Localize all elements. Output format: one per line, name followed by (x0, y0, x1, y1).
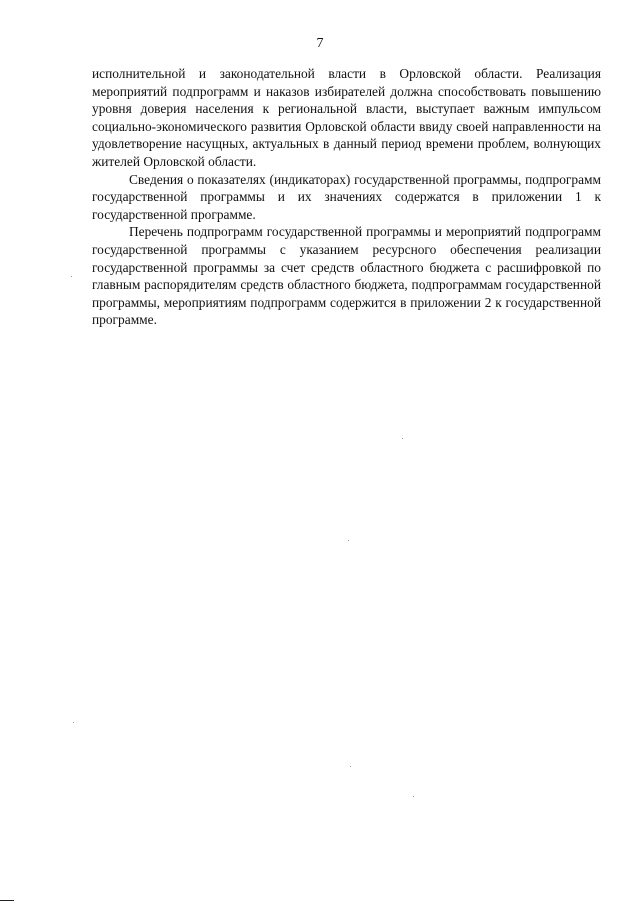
scan-speck (71, 276, 72, 277)
scan-speck (73, 722, 74, 723)
page-number: 7 (316, 36, 324, 51)
scan-speck (402, 438, 403, 439)
paragraph-3: Перечень подпрограмм государственной программы и мероприятий подпрограмм государственной программы с указанием ресурсного обеспечения реализации государственной программы за счет средств областного бюджета с расшифровкой по главным распорядителям средств областного бюджета, подпрограммам государственной программы, мероприятиям подпрограмм содержится в приложении 2 к государственной программе. (92, 224, 601, 328)
paragraph-2: Сведения о показателях (индикаторах) государственной программы, подпрограмм государственной программы и их значениях содержатся в приложении 1 к государственной программе. (92, 171, 601, 222)
scan-speck (348, 540, 349, 541)
document-body (92, 65, 601, 329)
paragraph-1: исполнительной и законодательной власти в Орловской области. Реализация мероприятий подпрограмм и наказов избирателей должна способствовать повышению уровня доверия населения к региональной власти, выступает важным импульсом социально-экономического развития Орловской области ввиду своей направленности на удовлетворение насущных, актуальных в данный период времени проблем, волнующих жителей Орловской области. (92, 66, 601, 169)
scan-edge-mark (0, 900, 14, 901)
scan-speck (350, 766, 351, 767)
scan-speck (413, 796, 414, 797)
